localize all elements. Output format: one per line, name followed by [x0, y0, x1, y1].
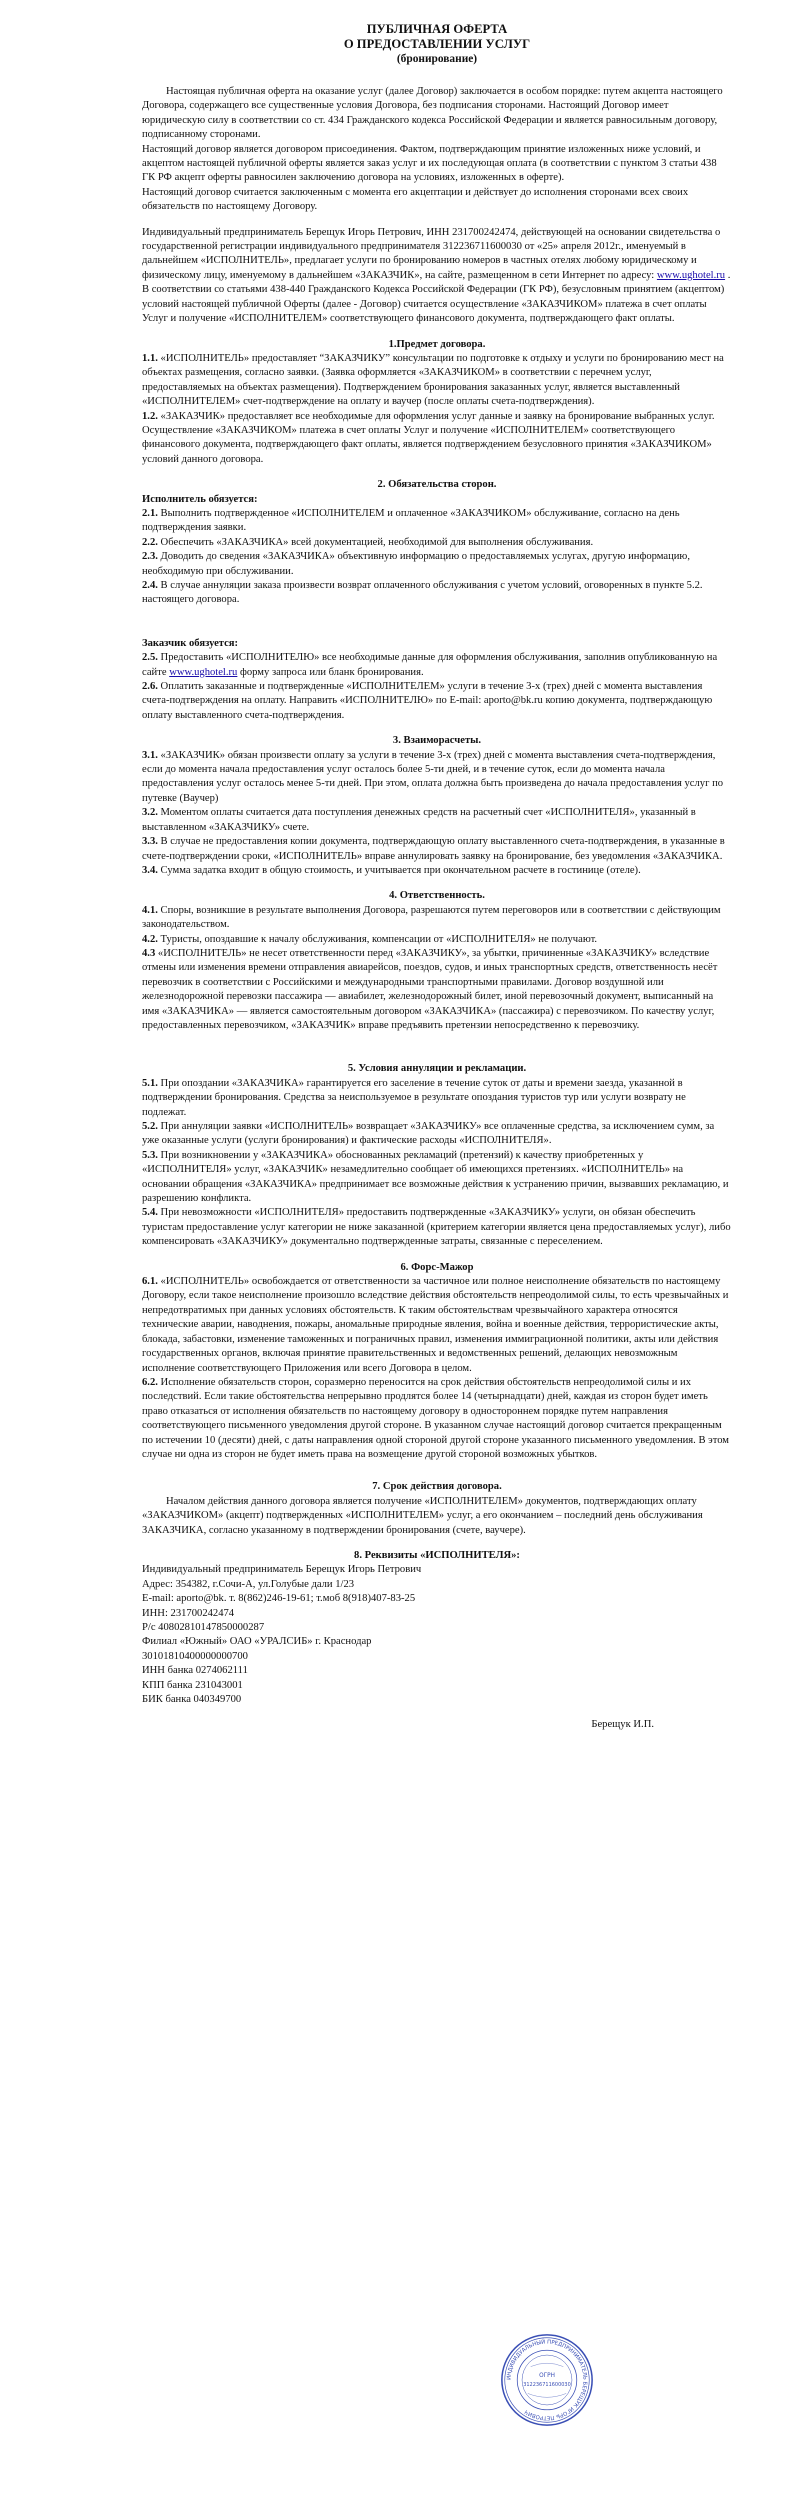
clause-3-4-number: 3.4.: [142, 864, 158, 876]
clause-4-1: [142, 904, 732, 933]
intro-paragraph-4: [142, 226, 732, 284]
signature-name: Берещук И.П.: [591, 1719, 654, 1731]
section-6-heading: 6. Форс-Мажор: [400, 1261, 474, 1273]
document-title-line-1: ПУБЛИЧНАЯ ОФЕРТА: [366, 22, 508, 36]
clause-5-2-number: 5.2.: [142, 1121, 158, 1132]
section-8-heading: 8. Реквизиты «ИСПОЛНИТЕЛЯ»:: [354, 1549, 520, 1561]
requisite-line: Филиал «Южный» ОАО «УРАЛСИБ» г. Краснодар: [142, 1636, 372, 1648]
clause-2-3-number: 2.3.: [142, 551, 158, 563]
clause-5-4: [142, 1206, 732, 1249]
requisite-line: ИНН банка 0274062111: [142, 1665, 248, 1677]
clause-3-4: [142, 864, 732, 878]
clause-3-1-text: «ЗАКАЗЧИК» обязан произвести оплату за услуги в течение 3-х (трех) дней с момента выставления счета-подтверждения, если до момента начала предоставления услуг осталось более 5-ти дней, и в течение суток, если до момента начала предоставления услуг осталось менее 5-ти дней. При этом, оплата должна быть произведена до начала предоставления услуг по путевке (Ваучер): [142, 749, 724, 804]
seal-stamp-icon: [499, 2332, 595, 2428]
clause-2-6-text: Оплатить заказанные и подтвержденные «ИСПОЛНИТЕЛЕМ» услуги в течение 3-х (трех) дней с момента выставления счета-подтверждения на оплату. Направить «ИСПОЛНИТЕЛЮ» по E-mail: aporto@bk.ru копию документа, подтверждающую оплату выставленного счета-подтверждения.: [142, 681, 713, 721]
clause-2-2: [142, 536, 732, 550]
requisite-line: 30101810400000000700: [142, 1650, 248, 1662]
clause-5-1-text: При опоздании «ЗАКАЗЧИКА» гарантируется его заселение в течение суток от даты и времени заезда, указанной в подтверждении бронирования. Средства за неиспользуемое в результате опоздания туристов тур или услуги возврату не подлежат.: [142, 1077, 686, 1118]
clause-3-1: [142, 749, 732, 807]
seal-outer-text: ИНДИВИДУАЛЬНЫЙ ПРЕДПРИНИМАТЕЛЬ БЕРЕЩУК ИГОРЬ ПЕТРОВИЧ: [506, 2339, 588, 2421]
clause-4-2-text: Туристы, опоздавшие к началу обслуживания, компенсации от «ИСПОЛНИТЕЛЯ» не получают.: [157, 933, 598, 945]
clause-5-4-text: При невозможности «ИСПОЛНИТЕЛЯ» предоставить подтвержденные «ЗАКАЗЧИКУ» услуги, он обязан обеспечить туристам предоставление услуг категории не ниже заказанной (критерием категории является цена предоставляемых услуг), либо компенсировать «ЗАКАЗЧИКУ» документально подтвержденные затраты, связанные с переселением.: [142, 1207, 731, 1248]
clause-6-2-number: 6.2.: [142, 1376, 158, 1388]
clause-1-1-text: «ИСПОЛНИТЕЛЬ» предоставляет “ЗАКАЗЧИКУ” консультации по подготовке к отдыху и услуги по бронированию мест на объектах размещения, согласно заявки. (Заявка оформляется «ЗАКАЗЧИКОМ» в соответствии с перечнем услуг, предоставляемых на объектах размещения). Подтверждением бронирования заказанных услуг, является выставленный «ИСПОЛНИТЕЛЕМ» счет-подтверждение на оплату и ваучер (после оплаты счета-подтверждения).: [142, 352, 724, 408]
client-obligations-heading: Заказчик обязуется:: [142, 637, 239, 649]
site-link-form[interactable]: www.ughotel.ru: [169, 666, 238, 678]
seal-ogrn-number: 312236711600030: [523, 2381, 571, 2388]
clause-4-3-number: 4.3: [142, 947, 156, 959]
requisite-line: Р/с 40802810147850000287: [142, 1622, 265, 1633]
clause-2-3: [142, 550, 732, 579]
requisite-line: E-mail: aporto@bk. т. 8(862)246-19-61; т.моб 8(918)407-83-25: [142, 1593, 416, 1605]
clause-4-3: [142, 947, 732, 1033]
clause-5-2: [142, 1120, 732, 1149]
intro-paragraph-2: Настоящий договор является договором присоединения. Фактом, подтверждающим принятие изложенных ниже условий, и акцептом настоящей публичной оферты является заказ услуг и их последующая оплата (в соответствии с пунктом 3 статьи 438 ГК РФ акцепт оферты равносилен заключению договора на условиях, изложенных в оферте).: [142, 143, 717, 184]
clause-2-5: [142, 651, 732, 680]
clause-2-5-text: Предоставить «ИСПОЛНИТЕЛЮ» все необходимые данные для оформления обслуживания, заполнив опубликованную на сайте: [142, 652, 718, 678]
clause-6-1-text: «ИСПОЛНИТЕЛЬ» освобождается от ответственности за частичное или полное неисполнение обязательств по настоящему Договору, если такое неисполнение произошло вследствие действия обстоятельств непреодолимой силы, то есть чрезвычайных и непредотвратимых при данных условиях обстоятельств. К таким обстоятельствам чрезвычайного характера относятся технические аварии, наводнения, пожары, аномальные природные явления, война и военные действия, террористические акты, блокада, забастовки, изменение таможенных и пограничных правил, изменения иммиграционной политики, акты или действия государственных органов, включая принятие правительственных и ведомственных решений, делающих невозможным исполнение соответствующего Приложения или всего Договора в целом.: [142, 1276, 729, 1374]
document-title-line-3: (бронирование): [396, 53, 478, 65]
clause-2-1-number: 2.1.: [142, 507, 158, 519]
requisite-line: ИНН: 231700242474: [142, 1607, 235, 1619]
requisite-line: БИК банка 040349700: [142, 1694, 242, 1706]
clause-3-1-number: 3.1.: [142, 749, 158, 761]
clause-2-3-text: Доводить до сведения «ЗАКАЗЧИКА» объективную информацию о предоставляемых услугах, другую информацию, необходимую при обслуживании.: [142, 551, 690, 577]
clause-2-1-text: Выполнить подтвержденное «ИСПОЛНИТЕЛЕМ и оплаченное «ЗАКАЗЧИКОМ» обслуживание, согласно на день подтверждения заявки.: [142, 507, 680, 534]
clause-2-5-number: 2.5.: [142, 652, 158, 664]
requisites-list: [142, 1563, 732, 1707]
clause-1-2: [142, 410, 732, 468]
svg-text:ИНДИВИДУАЛЬНЫЙ ПРЕДПРИНИМАТЕЛЬ: [506, 2339, 587, 2421]
clause-3-2: [142, 806, 732, 835]
clause-4-2-number: 4.2.: [142, 933, 158, 945]
clause-3-3-number: 3.3.: [142, 836, 158, 848]
clause-5-3-number: 5.3.: [142, 1149, 158, 1161]
clause-1-2-text: «ЗАКАЗЧИК» предоставляет все необходимые для оформления услуг данные и заявку на бронирование выбранных услуг. Осуществление «ЗАКАЗЧИКОМ» платежа в счет оплаты Услуг и получение «ИСПОЛНИТЕЛЕМ» соответствующего финансового документа, подтверждающего факт оплаты, является подтверждением безусловного принятия «ЗАКАЗЧИКОМ» условий данного договора.: [142, 410, 715, 465]
clause-4-3-text: «ИСПОЛНИТЕЛЬ» не несет ответственности перед «ЗАКАЗЧИКУ», за убытки, причиненные «ЗАКАЗЧИКУ» вследствие отмены или изменения времени отправления авиарейсов, поездов, судов, и иных транспортных средств, ответственность несёт перевозчик в соответствии с Российскими и международными транспортными правилами. Договор воздушной или железнодорожной перевозки пассажира — авиабилет, железнодорожный билет, иной перевозочный документ, выписанный на имя «ЗАКАЗЧИКА» — является самостоятельным договором «ЗАКАЗЧИКА» (пассажира) с перевозчиком. По качеству услуг, предоставленных перевозчиком, «ЗАКАЗЧИК» вправе предъявить претензии непосредственно к перевозчику.: [142, 947, 718, 1031]
clause-1-1: [142, 352, 732, 410]
intro-paragraph-4-tail: .: [725, 269, 731, 281]
intro-paragraph-4-text: Индивидуальный предприниматель Берещук Игорь Петрович, ИНН 231700242474, действующей на основании свидетельства о государственной регистрации индивидуального предпринимателя 312236711600030 от «25» апреля 2012г., именуемый в дальнейшем «ИСПОЛНИТЕЛЬ», предлагает услуги по бронированию номеров в частных отелях любому юридическому и физическому лицу, именуемому в дальнейшем «ЗАКАЗЧИК», на сайте, размещенном в сети Интернет по адресу:: [142, 226, 721, 281]
section-2-heading: 2. Обязательства сторон.: [377, 479, 497, 491]
clause-4-1-text: Споры, возникшие в результате выполнения Договора, разрешаются путем переговоров или в соответствии с действующим законодательством.: [142, 904, 721, 931]
clause-2-5-tail: форму запроса или бланк бронирования.: [237, 666, 424, 678]
document-title-line-2: О ПРЕДОСТАВЛЕНИИ УСЛУГ: [343, 37, 531, 51]
clause-2-6: [142, 680, 732, 723]
section-5-heading: 5. Условия аннуляции и рекламации.: [347, 1063, 527, 1075]
clause-6-1: [142, 1275, 732, 1376]
section-1-heading: 1.Предмет договора.: [388, 338, 486, 350]
section-3-heading: 3. Взаиморасчеты.: [392, 735, 482, 747]
clause-3-2-number: 3.2.: [142, 807, 158, 819]
requisite-line: Адрес: 354382, г.Сочи-А, ул.Голубые дали 1/23: [142, 1578, 355, 1590]
clause-2-6-number: 2.6.: [142, 681, 158, 693]
requisite-line: КПП банка 231043001: [142, 1679, 243, 1691]
executor-obligations-heading: Исполнитель обязуется:: [142, 493, 258, 505]
clause-2-4: [142, 579, 732, 608]
clause-5-1: [142, 1077, 732, 1120]
clause-2-1: [142, 507, 732, 536]
clause-4-2: [142, 933, 732, 947]
site-link[interactable]: www.ughotel.ru: [656, 269, 726, 281]
clause-3-3-text: В случае не предоставления копии документа, подтверждающую оплату выставленного счета-подтверждения, в указанные в счете-подтверждении сроки, «ИСПОЛНИТЕЛЬ» вправе аннулировать заявку на бронирование, без уведомления «ЗАКАЗЧИКА.: [142, 836, 725, 862]
clause-1-1-number: 1.1.: [142, 352, 158, 364]
seal-ogrn-label: ОГРН: [539, 2373, 555, 2380]
intro-paragraph-1: Настоящая публичная оферта на оказание услуг (далее Договор) заключается в особом порядке: путем акцепта настоящего Договора, содержащего все существенные условия Договора, без подписания сторонами. Настоящий Договор имеет юридическую силу в соответствии со ст. 434 Гражданского кодекса Российской Федерации и является равносильным договору, подписанному сторонами.: [142, 86, 723, 141]
clause-4-1-number: 4.1.: [142, 904, 158, 916]
intro-paragraph-3: Настоящий договор считается заключенным с момента его акцептации и действует до исполнения сторонами всех своих обязательств по настоящему Договору.: [142, 186, 689, 213]
clause-2-2-number: 2.2.: [142, 536, 158, 548]
clause-5-3-text: При возникновении у «ЗАКАЗЧИКА» обоснованных рекламаций (претензий) к качеству приобретенных у «ИСПОЛНИТЕЛЯ» услуг, «ЗАКАЗЧИК» незамедлительно сообщает об имеющихся претензиях. «ИСПОЛНИТЕЛЬ» на основании обращения «ЗАКАЗЧИКА» предпринимает все возможные действия к устранению причин, вызвавших рекламацию, и разрешению конфликта.: [142, 1149, 729, 1205]
intro-paragraph-5: В соответствии со статьями 438-440 Гражданского Кодекса Российской Федерации (ГК РФ), безусловным принятием (акцептом) условий настоящей публичной Оферты (далее - Договор) считается осуществление «ЗАКАЗЧИКОМ» платежа в счет оплаты Услуг и получение «ИСПОЛНИТЕЛЕМ» соответствующего финансового документа, подтверждающего факт оплаты.: [142, 284, 725, 325]
section-7-heading: 7. Срок действия договора.: [372, 1481, 502, 1493]
clause-5-1-number: 5.1.: [142, 1077, 158, 1089]
clause-2-4-number: 2.4.: [142, 580, 158, 591]
clause-3-2-text: Моментом оплаты считается дата поступления денежных средств на расчетный счет «ИСПОЛНИТЕЛЯ», указанный в выставленном «ЗАКАЗЧИКУ» счете.: [142, 807, 696, 833]
section-4-heading: 4. Ответственность.: [389, 890, 485, 902]
clause-6-1-number: 6.1.: [142, 1276, 158, 1288]
clause-3-3: [142, 835, 732, 864]
clause-3-4-text: Сумма задатка входит в общую стоимость, и учитывается при окончательном расчете в гостинице (отеле).: [157, 864, 641, 876]
requisite-line: Индивидуальный предприниматель Берещук Игорь Петрович: [142, 1564, 422, 1576]
clause-6-2: [142, 1376, 732, 1462]
clause-7-text: Началом действия данного договора является получение «ИСПОЛНИТЕЛЕМ» документов, подтверждающих оплату «ЗАКАЗЧИКОМ» (акцепт) подтвержденных «ИСПОЛНИТЕЛЕМ» услуг, а его окончанием – последний день обслуживания ЗАКАЗЧИКА, согласно указанному в подтверждении бронирования (счете, ваучере).: [142, 1495, 703, 1536]
clause-2-2-text: Обеспечить «ЗАКАЗЧИКА» всей документацией, необходимой для выполнения обслуживания.: [157, 536, 594, 548]
clause-5-2-text: При аннуляции заявки «ИСПОЛНИТЕЛЬ» возвращает «ЗАКАЗЧИКУ» все оплаченные средства, за исключением сумм, за уже оказанные услуги (услуги бронирования) и фактические расходы «ИСПОЛНИТЕЛЯ».: [142, 1121, 715, 1147]
clause-5-3: [142, 1149, 732, 1207]
clause-1-2-number: 1.2.: [142, 410, 158, 422]
clause-6-2-text: Исполнение обязательств сторон, соразмерно переносится на срок действия обстоятельств непреодолимой силы и их последствий. Если такие обстоятельства непрерывно продлятся более 14 (четырнадцати) дней, каждая из сторон будет иметь право отказаться от исполнения обязательств по настоящему договору в одностороннем порядке путем направления соответствующего письменного уведомления другой стороне. В указанном случае настоящий договор считается прекращенным по истечении 10 (десяти) дней, с даты направления одной стороной другой стороне указанного письменного уведомления. В этом случае ни одна из сторон не будет иметь права на возмещение другой стороной возможных убытков.: [142, 1376, 729, 1460]
clause-5-4-number: 5.4.: [142, 1207, 158, 1219]
clause-2-4-text: В случае аннуляции заказа произвести возврат оплаченного обслуживания с учетом условий, оговоренных в пункте 5.2. настоящего договора.: [142, 580, 703, 606]
